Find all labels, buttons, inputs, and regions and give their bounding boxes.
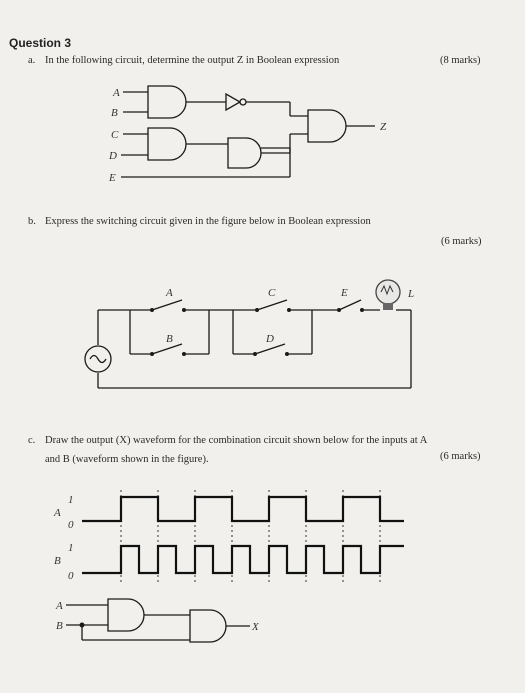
input-label-e: E xyxy=(109,172,116,184)
input-label-b: B xyxy=(111,107,118,119)
and-gate-c1 xyxy=(108,599,144,631)
switching-circuit-b xyxy=(85,280,414,388)
and-gate-2 xyxy=(148,128,186,160)
switch-label-c: C xyxy=(268,287,276,299)
switch-d xyxy=(255,344,285,354)
logic-circuit-a xyxy=(108,86,387,184)
waveform-c xyxy=(53,490,404,642)
wave-b-level-0: 0 xyxy=(68,570,74,582)
waveform-a xyxy=(82,497,404,521)
lamp-icon xyxy=(376,280,400,310)
and-gate-3 xyxy=(228,138,261,168)
output-label-z: Z xyxy=(380,121,387,133)
wave-label-a: A xyxy=(54,507,61,519)
part-c-question-line1: Draw the output (X) waveform for the combination circuit shown below for the inputs at A xyxy=(45,435,428,446)
input-label-d: D xyxy=(109,150,117,162)
gate-input-label-a: A xyxy=(56,600,63,612)
part-b-marks: (6 marks) xyxy=(441,236,482,247)
part-b-letter: b. xyxy=(28,216,36,227)
wave-b-level-1: 1 xyxy=(68,542,74,554)
switch-c xyxy=(257,300,287,310)
lamp-label-l: L xyxy=(408,288,415,300)
input-label-a: A xyxy=(113,87,120,99)
switch-label-b: B xyxy=(166,333,173,345)
waveform-b xyxy=(82,546,404,573)
not-gate xyxy=(226,94,240,110)
part-a-letter: a. xyxy=(28,55,36,66)
switch-label-d: D xyxy=(266,333,274,345)
part-c-question-line2: and B (waveform shown in the figure). xyxy=(45,454,209,465)
question-title: Question 3 xyxy=(9,36,72,50)
part-a-question: In the following circuit, determine the output Z in Boolean expression xyxy=(45,55,340,66)
part-c-marks: (6 marks) xyxy=(440,451,481,462)
input-label-c: C xyxy=(111,129,119,141)
and-gate-c2 xyxy=(190,610,226,642)
wave-a-level-1: 1 xyxy=(68,494,74,506)
switch-e xyxy=(339,300,361,310)
and-gate-final xyxy=(308,110,346,142)
part-b-question: Express the switching circuit given in the figure below in Boolean expression xyxy=(45,216,371,227)
switch-a xyxy=(152,300,182,310)
gate-output-label-x: X xyxy=(252,621,259,633)
gate-input-label-b: B xyxy=(56,620,63,632)
wave-a-level-0: 0 xyxy=(68,519,74,531)
switch-b xyxy=(152,344,182,354)
switch-label-e: E xyxy=(341,287,348,299)
part-c-letter: c. xyxy=(28,435,36,446)
part-a-marks: (8 marks) xyxy=(440,55,481,66)
and-gate-1 xyxy=(148,86,186,118)
switch-label-a: A xyxy=(166,287,173,299)
wave-label-b: B xyxy=(54,555,61,567)
